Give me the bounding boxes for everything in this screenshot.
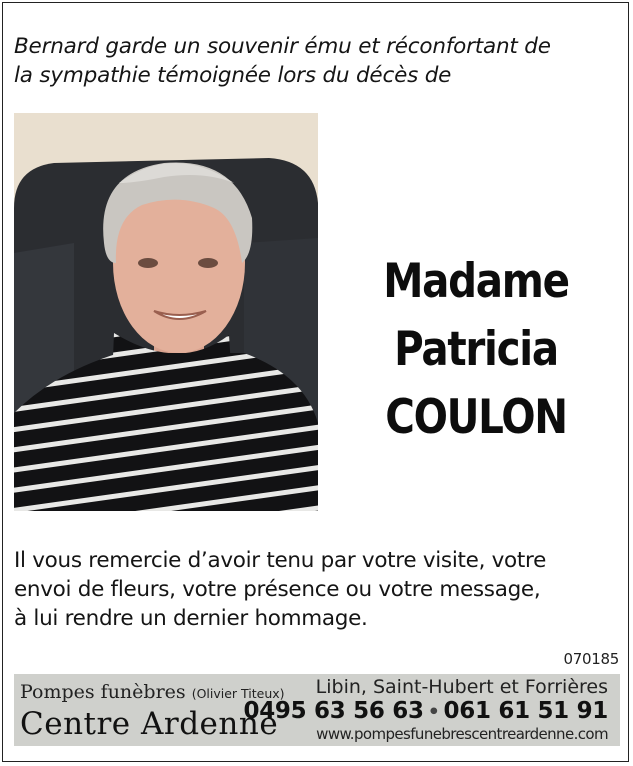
funeral-home-phones [244,698,608,724]
bullet-separator-icon: • [427,701,440,723]
thanks-line: à lui rendre un dernier hommage. [14,606,368,631]
funeral-home-locations: Libin, Saint-Hubert et Forrières [315,676,608,698]
intro-line: la sympathie témoignée lors du décès de [14,63,452,88]
funeral-home-website: www.pompesfunebrescentreardenne.com [316,725,608,743]
deceased-title: Madame [383,254,569,309]
funeral-home-owner: (Olivier Titeux) [191,686,285,701]
portrait-photo [14,113,318,511]
thanks-line: envoi de fleurs, votre présence ou votre message, [14,577,541,602]
funeral-home-name: Centre Ardenne [20,706,279,742]
deceased-name [330,248,622,452]
intro-line: Bernard garde un souvenir ému et réconfortant de [14,34,551,59]
phone-primary: 0495 63 56 63 [243,698,424,724]
deceased-last-name: COULON [385,390,567,445]
funeral-home-tagline: Pompes funèbres [20,681,186,703]
reference-number: 070185 [563,650,619,668]
phone-secondary: 061 61 51 91 [443,698,608,724]
thanks-text [14,546,626,633]
thanks-line: Il vous remercie d’avoir tenu par votre visite, votre [14,548,547,573]
funeral-home-banner [14,674,620,746]
intro-text [14,32,624,90]
deceased-first-name: Patricia [394,322,558,377]
